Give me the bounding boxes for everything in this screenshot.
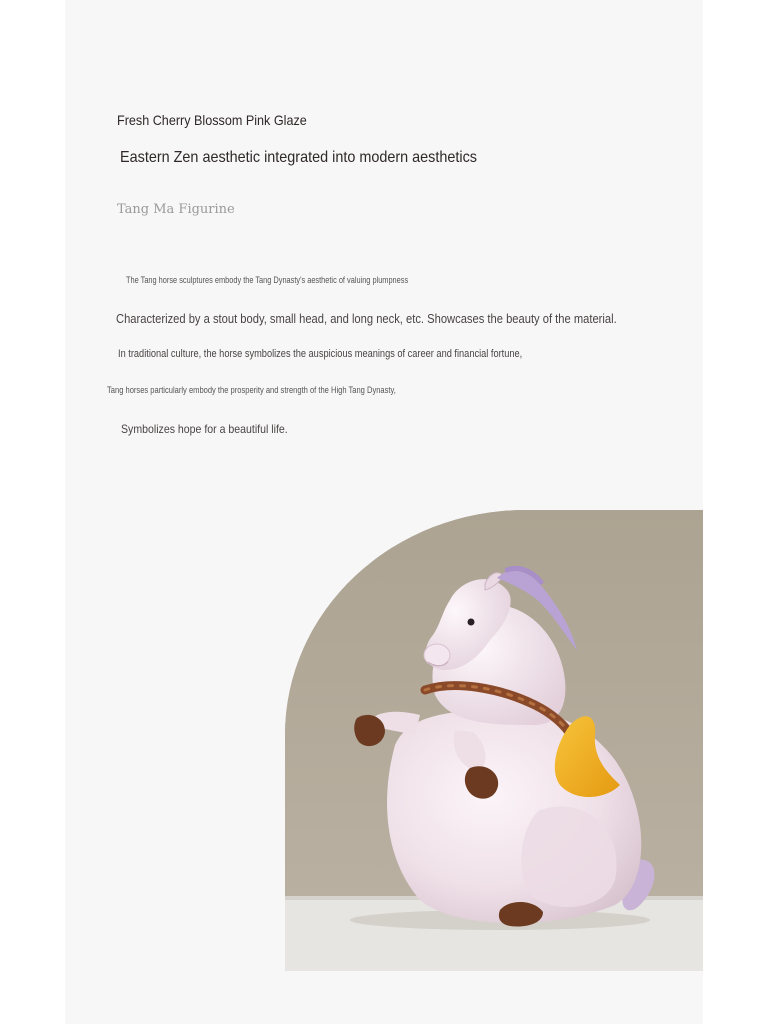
product-detail-page xyxy=(65,0,703,1024)
description-line-1: The Tang horse sculptures embody the Tang Dynasty's aesthetic of valuing plumpness xyxy=(126,275,409,285)
description-line-4: Tang horses particularly embody the prosperity and strength of the High Tang Dynasty, xyxy=(107,385,396,395)
horse-figurine-illustration xyxy=(285,510,703,971)
product-name: Tang Ma Figurine xyxy=(117,202,235,217)
product-photo xyxy=(285,510,703,971)
description-line-5: Symbolizes hope for a beautiful life. xyxy=(121,422,288,436)
glaze-subtitle: Fresh Cherry Blossom Pink Glaze xyxy=(117,112,307,128)
aesthetic-headline: Eastern Zen aesthetic integrated into modern aesthetics xyxy=(120,149,478,166)
description-line-2: Characterized by a stout body, small head, and long neck, etc. Showcases the beauty of the material. xyxy=(116,311,617,326)
description-line-3: In traditional culture, the horse symbolizes the auspicious meanings of career and financial fortune, xyxy=(118,348,523,360)
horse-eye xyxy=(468,619,475,626)
